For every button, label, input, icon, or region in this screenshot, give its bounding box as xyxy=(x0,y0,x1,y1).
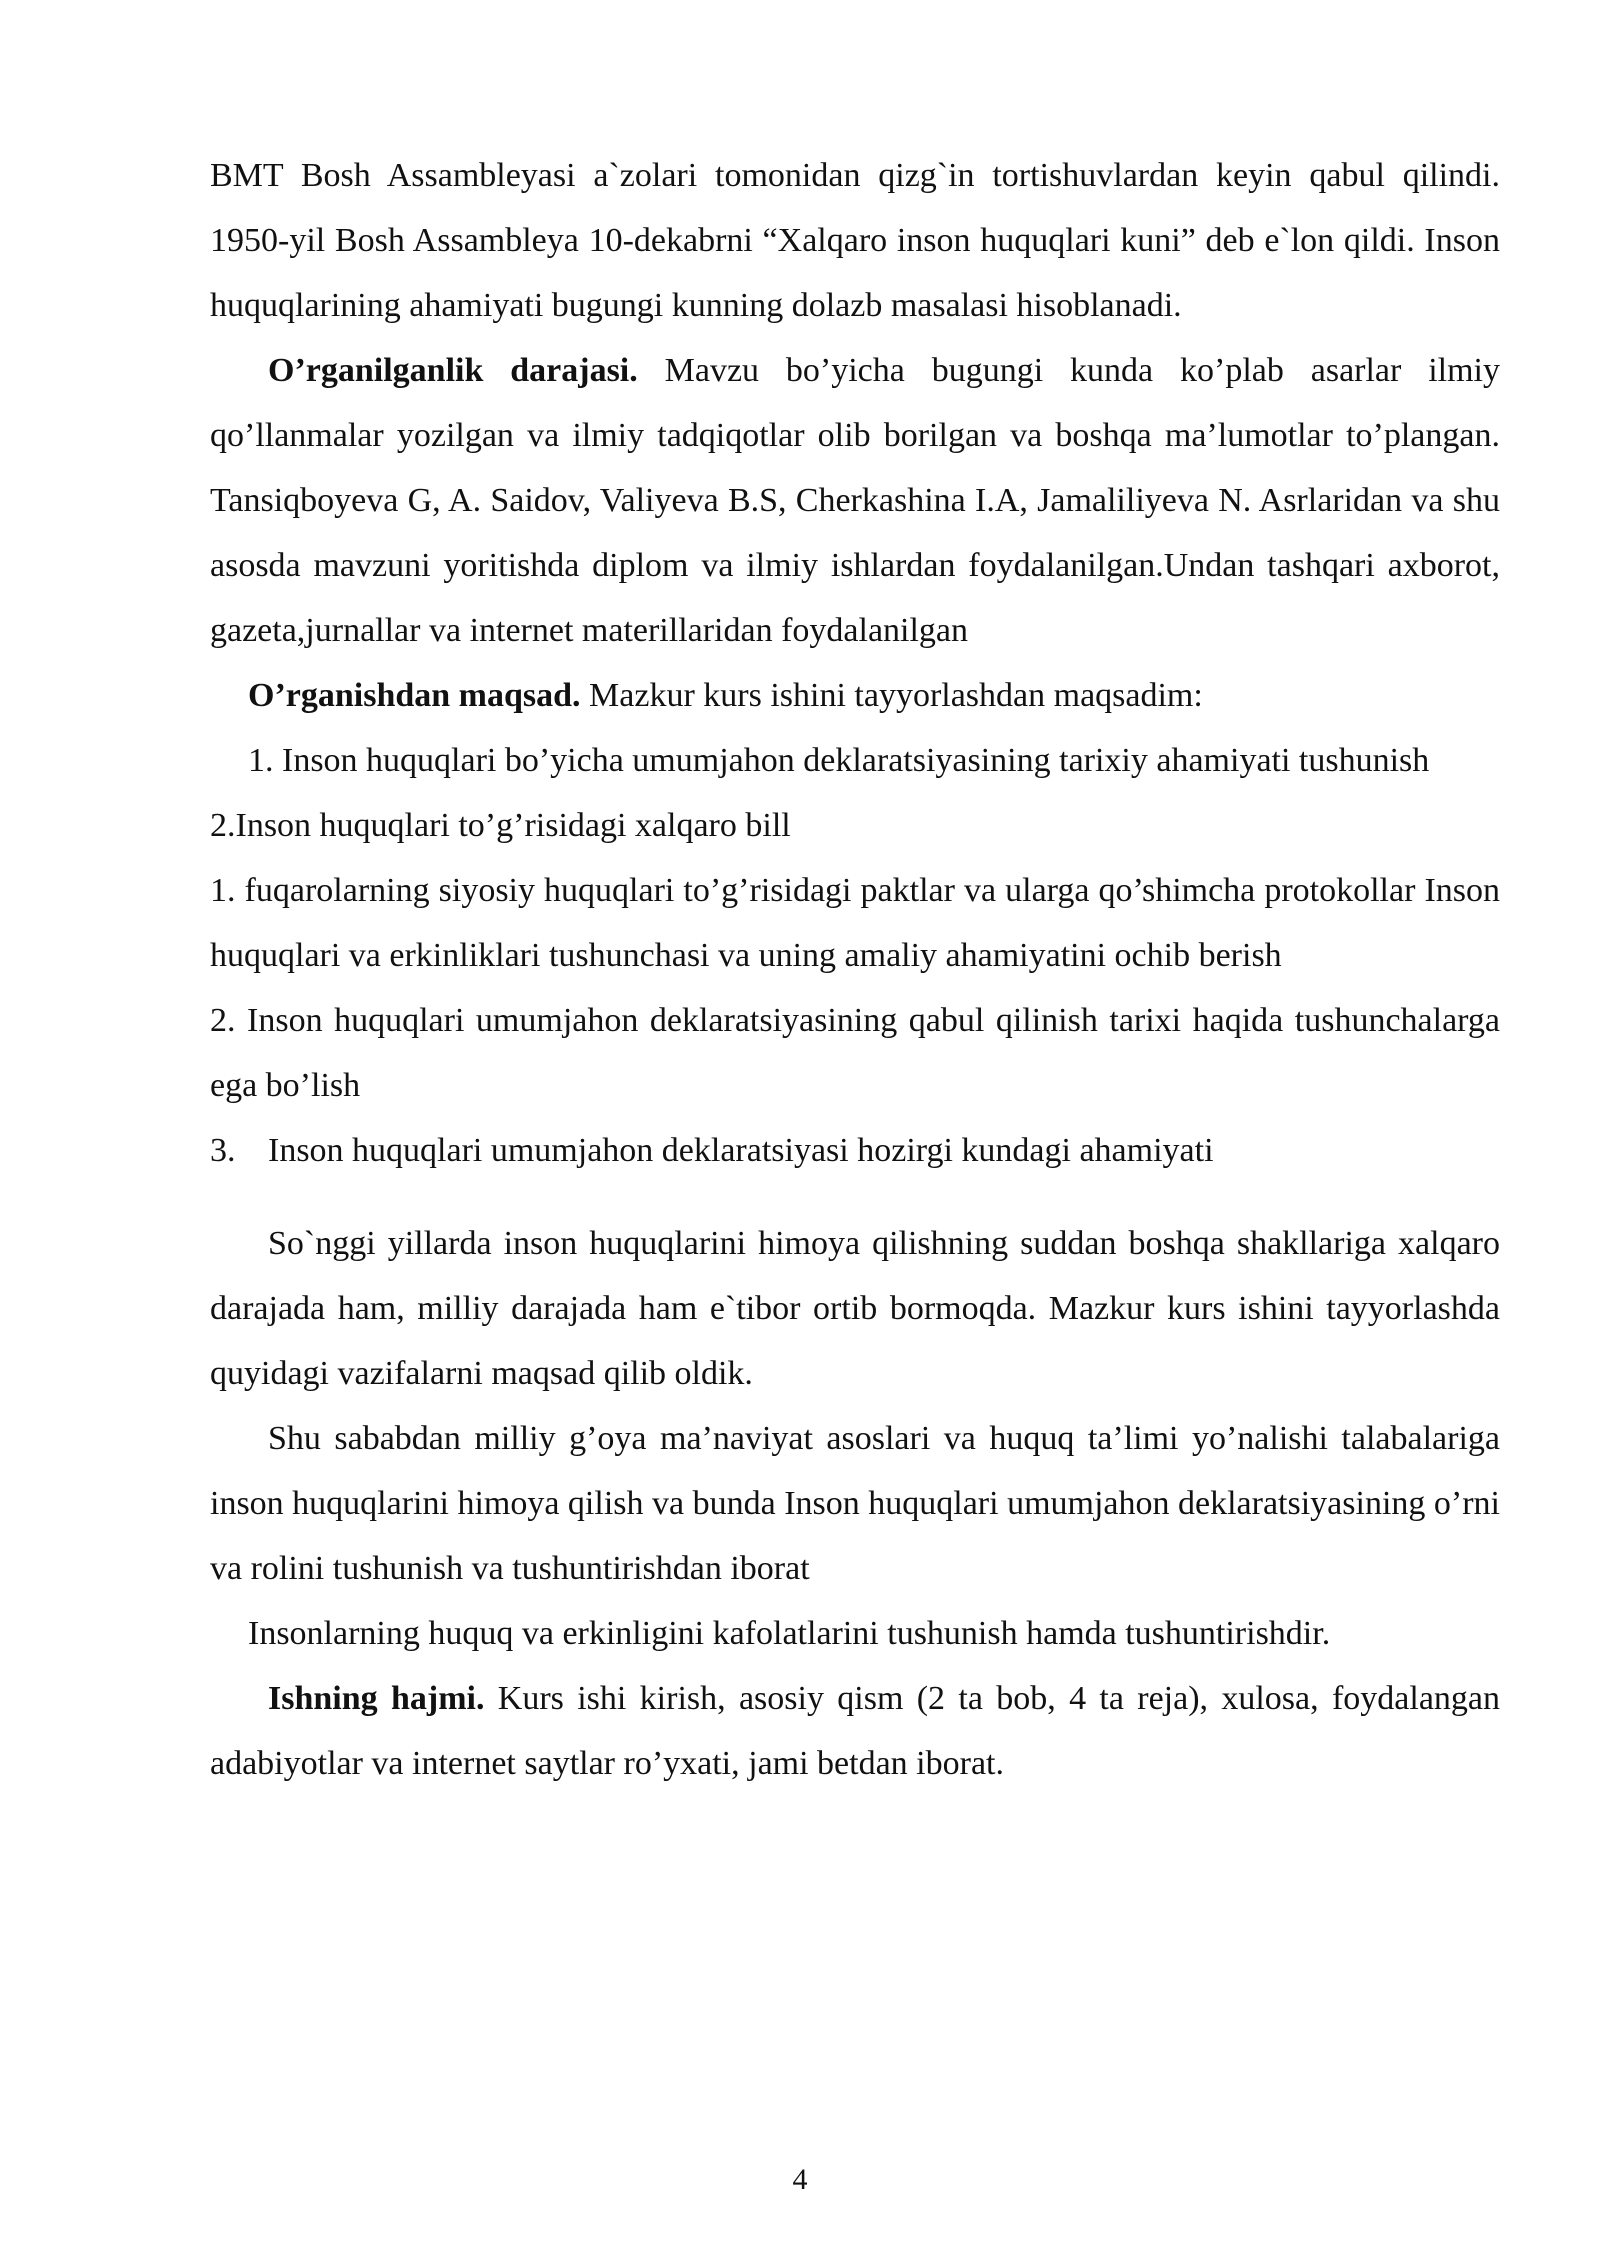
list-item-subgoal-2: 2. Inson huquqlari umumjahon deklaratsiyasining qabul qilinish tarixi haqida tushunchalarga ega bo’lish xyxy=(210,1002,1500,1104)
list-item-goal-1: 1. Inson huquqlari bo’yicha umumjahon deklaratsiyasining tarixiy ahamiyati tushunish xyxy=(248,742,1430,779)
paragraph-goal xyxy=(210,663,1500,728)
list-item-subgoal-1: 1. fuqarolarning siyosiy huquqlari to’g’risidagi paktlar va ularga qo’shimcha protokollar Inson huquqlari va erkinliklari tushunchasi va uning amaliy ahamiyatini ochib berish xyxy=(210,872,1500,974)
paragraph-freedoms: Insonlarning huquq va erkinligini kafolatlarini tushunish hamda tushuntirishdir. xyxy=(248,1615,1331,1652)
paragraph-recent-years: So`nggi yillarda inson huquqlarini himoya qilishning suddan boshqa shakllariga xalqaro darajada ham, milliy darajada ham e`tibor ortib bormoqda. Mazkur kurs ishini tayyorlashda quyidagi vazifalarni maqsad qilib oldik. xyxy=(210,1225,1500,1392)
list-item-text: Inson huquqlari umumjahon deklaratsiyasi hozirgi kundagi ahamiyati xyxy=(268,1132,1214,1169)
list-number: 3. xyxy=(210,1132,236,1169)
page-number: 4 xyxy=(792,2163,808,2196)
work-volume-text: Kurs ishi kirish, asosiy qism (2 ta bob, 4 ta reja), xulosa, foydalangan adabiyotlar va internet saytlar ro’yxati, jami betdan iborat. xyxy=(210,1680,1501,1782)
page-body xyxy=(210,143,1500,1796)
paragraph-reason: Shu sababdan milliy g’oya ma’naviyat asoslari va huquq ta’limi yo’nalishi talabalariga inson huquqlarini himoya qilish va bunda Inson huquqlari umumjahon deklaratsiyasining o’rni va rolini tushunish va tushuntirishdan iborat xyxy=(210,1420,1500,1587)
list-item-goal-2: 2.Inson huquqlari to’g’risidagi xalqaro bill xyxy=(210,807,791,844)
list-item-subgoal-3 xyxy=(210,1118,1500,1183)
study-level-text: Mavzu bo’yicha bugungi kunda ko’plab asarlar ilmiy qo’llanmalar yozilgan va ilmiy tadqiqotlar olib borilgan va boshqa ma’lumotlar to’plangan. Tansiqboyeva G, A. Saidov, Valiyeva B.S, Cherkashina I.A, Jamaliliyeva N. Asrlaridan va shu asosda mavzuni yoritishda diplom va ilmiy ishlardan foydalanilgan.Undan tashqari axborot, gazeta,jurnallar va internet materillaridan foydalanilgan xyxy=(210,352,1501,649)
heading-work-volume: Ishning hajmi. xyxy=(268,1680,485,1717)
paragraph-work-volume xyxy=(210,1666,1500,1796)
heading-study-level: O’rganilganlik darajasi. xyxy=(268,352,638,389)
heading-goal: O’rganishdan maqsad. xyxy=(248,677,581,714)
paragraph-intro: BMT Bosh Assambleyasi a`zolari tomonidan qizg`in tortishuvlardan keyin qabul qilindi. 1950-yil Bosh Assambleya 10-dekabrni “Xalqaro inson huquqlari kuni” deb e`lon qildi. Inson huquqlarining ahamiyati bugungi kunning dolazb masalasi hisoblanadi. xyxy=(210,157,1500,324)
paragraph-study-level xyxy=(210,338,1500,663)
goal-text: Mazkur kurs ishini tayyorlashdan maqsadim: xyxy=(580,677,1203,714)
